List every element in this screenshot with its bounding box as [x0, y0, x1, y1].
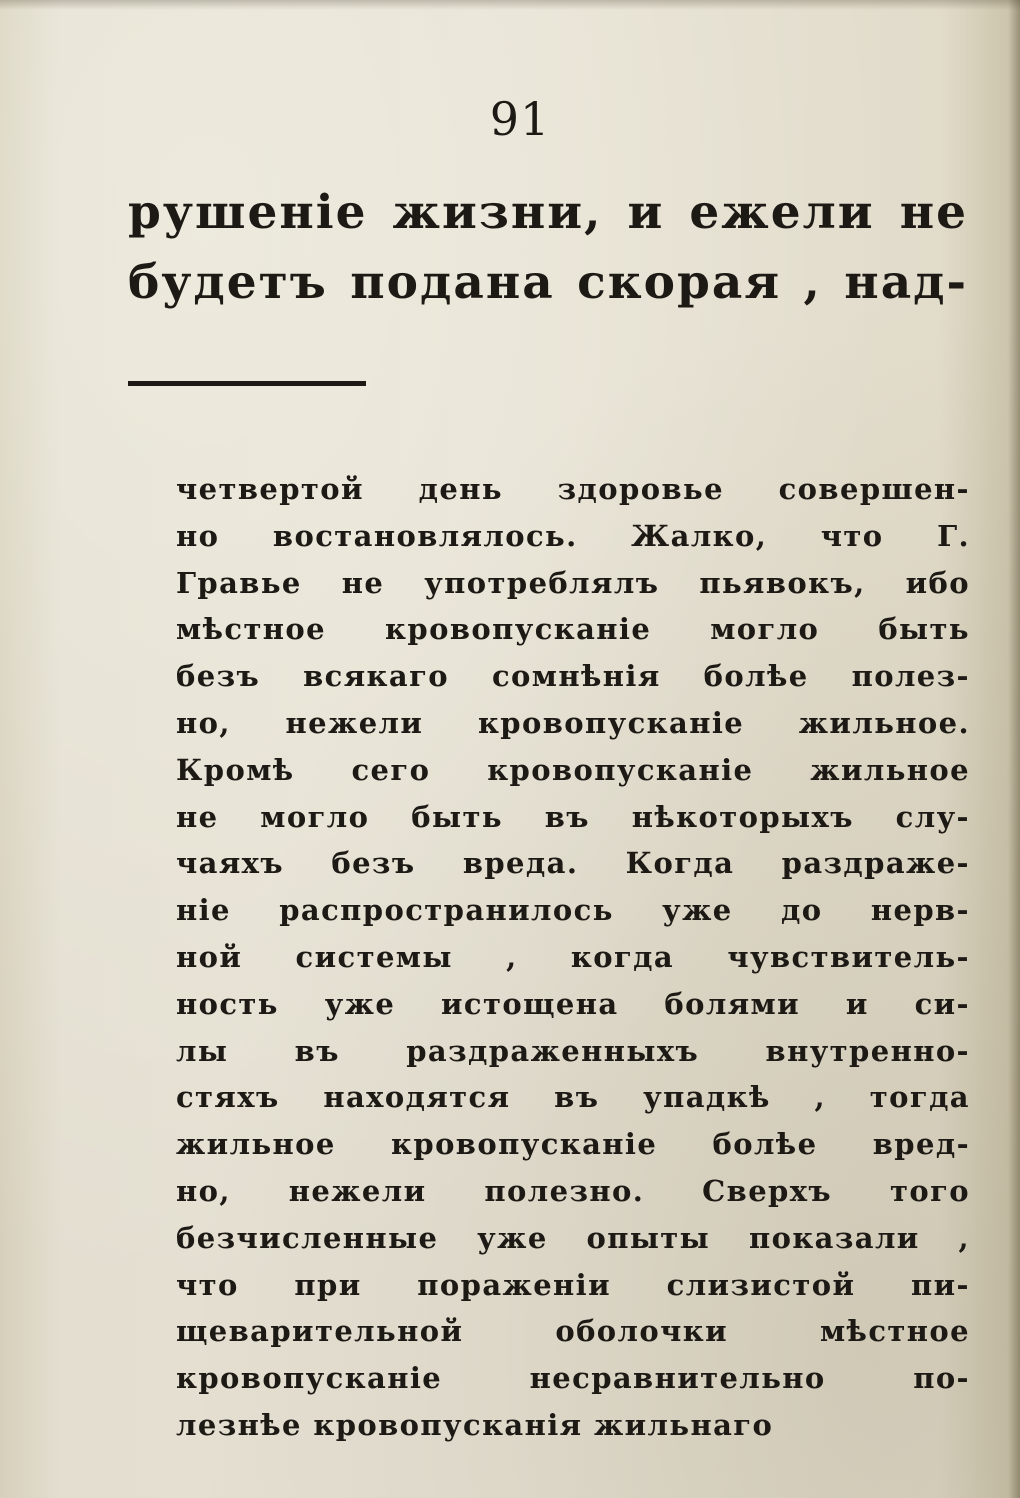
footnote-line: лезнѣе кровопусканія жильнаго: [176, 1407, 774, 1442]
footnote-line: Гравье не употреблялъ пьявокъ, ибо: [176, 565, 970, 600]
footnote-line: четвертой день здоровье совершен-: [176, 472, 970, 506]
footnote-line: стяхъ находятся въ упадкѣ , тогда: [176, 1080, 970, 1115]
main-text-line: рушеніе жизни, и ежели не: [128, 185, 968, 240]
footnote-line: что при пораженіи слизистой пи-: [176, 1267, 970, 1302]
footnote-line: не могло быть въ нѣкоторыхъ слу-: [176, 799, 970, 834]
page-number: 91: [489, 92, 551, 146]
main-text-line: будетъ подана скорая , над-: [128, 255, 968, 310]
footnote-line: мѣстное кровопусканіе могло быть: [176, 612, 970, 647]
page-right-shadow: [1008, 0, 1020, 1498]
footnote-line: но, нежели полезно. Сверхъ того: [176, 1173, 970, 1208]
page-top-shadow: [0, 0, 1020, 10]
footnote-line: жильное кровопусканіе болѣе вред-: [176, 1127, 970, 1162]
footnote-line: лы въ раздраженныхъ внутренно-: [176, 1033, 970, 1068]
footnote-line: кровопусканіе несравнительно по-: [176, 1361, 970, 1396]
footnote-line: ніе распространилось уже до нерв-: [176, 893, 970, 928]
footnote-rule: [128, 381, 366, 386]
footnote-line: безъ всякаго сомнѣнія болѣе полез-: [176, 659, 970, 694]
footnote-line: безчисленные уже опыты показали ,: [176, 1220, 970, 1255]
main-text: [128, 178, 968, 318]
footnote-text: [176, 466, 970, 1449]
footnote-line: щеварительной оболочки мѣстное: [176, 1314, 970, 1349]
footnote-line: ной системы , когда чувствитель-: [176, 939, 970, 974]
footnote-line: ность уже истощена болями и си-: [176, 986, 970, 1021]
footnote-line: чаяхъ безъ вреда. Когда раздраже-: [176, 846, 970, 881]
footnote-line: но востановлялось. Жалко, что Г.: [176, 518, 970, 553]
footnote-line: но, нежели кровопусканіе жильное.: [176, 705, 970, 740]
footnote-line: Кромѣ сего кровопусканіе жильное: [176, 752, 970, 787]
